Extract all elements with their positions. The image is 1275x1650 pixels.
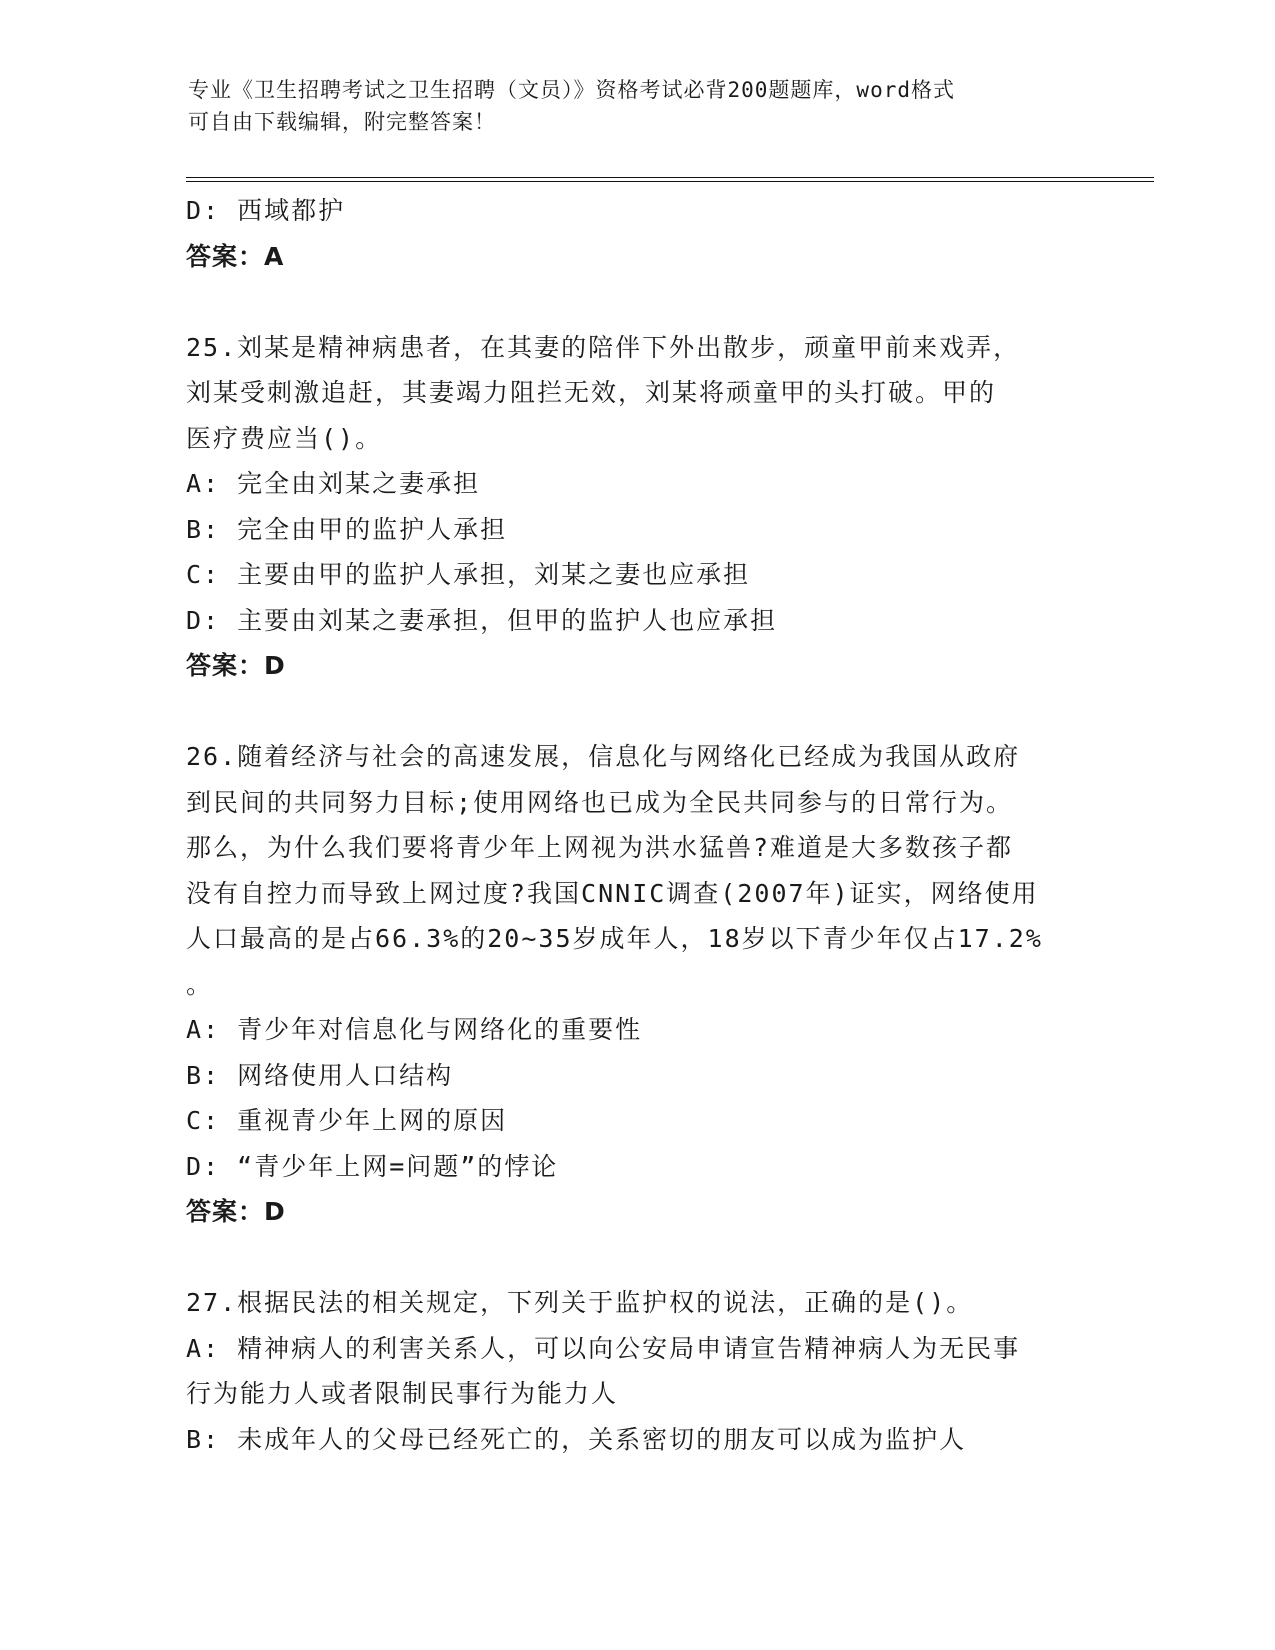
question-stem-line: 到民间的共同努力目标;使用网络也已成为全民共同参与的日常行为。 bbox=[186, 787, 1014, 817]
option-b: B: 未成年人的父母已经死亡的，关系密切的朋友可以成为监护人 bbox=[186, 1424, 967, 1454]
question-stem-line: 刘某受刺激追赶，其妻竭力阻拦无效，刘某将顽童甲的头打破。甲的 bbox=[186, 378, 997, 407]
question-stem-line: 27.根据民法的相关规定，下列关于监护权的说法，正确的是()。 bbox=[186, 1288, 974, 1317]
question-26 bbox=[186, 734, 1086, 1235]
question-stem-line: 26.随着经济与社会的高速发展，信息化与网络化已经成为我国从政府 bbox=[186, 742, 1021, 771]
option-d: D: 主要由刘某之妻承担，但甲的监护人也应承担 bbox=[186, 605, 778, 635]
question-27 bbox=[186, 1280, 1086, 1462]
question-25 bbox=[186, 325, 1086, 689]
option-d: D: 西域都护 bbox=[186, 196, 346, 225]
spacer bbox=[186, 689, 1086, 735]
answer-label: 答案：D bbox=[186, 651, 286, 680]
option-c: C: 主要由甲的监护人承担，刘某之妻也应承担 bbox=[186, 560, 751, 589]
spacer bbox=[186, 1235, 1086, 1281]
option-d: D: “青少年上网=问题”的悖论 bbox=[186, 1151, 559, 1181]
option-b: B: 网络使用人口结构 bbox=[186, 1060, 454, 1090]
header-title-line-1: 专业《卫生招聘考试之卫生招聘（文员）》资格考试必背200题题库，word格式 bbox=[188, 78, 955, 102]
option-a: A: 完全由刘某之妻承担 bbox=[186, 469, 481, 498]
document-header bbox=[188, 74, 1068, 138]
option-a: A: 精神病人的利害关系人，可以向公安局申请宣告精神病人为无民事 bbox=[186, 1333, 1021, 1363]
option-b: B: 完全由甲的监护人承担 bbox=[186, 514, 508, 544]
option-c: C: 重视青少年上网的原因 bbox=[186, 1106, 508, 1135]
question-stem-line: 。 bbox=[186, 969, 214, 999]
option-a: A: 青少年对信息化与网络化的重要性 bbox=[186, 1015, 643, 1044]
question-stem-line: 医疗费应当()。 bbox=[186, 423, 383, 453]
question-stem-line: 人口最高的是占66.3%的20~35岁成年人，18岁以下青少年仅占17.2% bbox=[186, 924, 1043, 953]
spacer bbox=[186, 279, 1086, 325]
question-stem-line: 没有自控力而导致上网过度?我国CNNIC调查(2007年)证实，网络使用 bbox=[186, 878, 1039, 908]
header-divider bbox=[186, 177, 1154, 182]
answer-label: 答案：A bbox=[186, 241, 285, 271]
option-a-continuation: 行为能力人或者限制民事行为能力人 bbox=[186, 1379, 619, 1408]
question-stem-line: 25.刘某是精神病患者，在其妻的陪伴下外出散步，顽童甲前来戏弄， bbox=[186, 332, 1021, 362]
question-stem-line: 那么，为什么我们要将青少年上网视为洪水猛兽?难道是大多数孩子都 bbox=[186, 833, 1014, 862]
question-content bbox=[186, 188, 1086, 1462]
header-title-line-2: 可自由下载编辑，附完整答案！ bbox=[188, 110, 496, 134]
answer-label: 答案：D bbox=[186, 1197, 286, 1226]
previous-question-tail bbox=[186, 188, 1086, 279]
